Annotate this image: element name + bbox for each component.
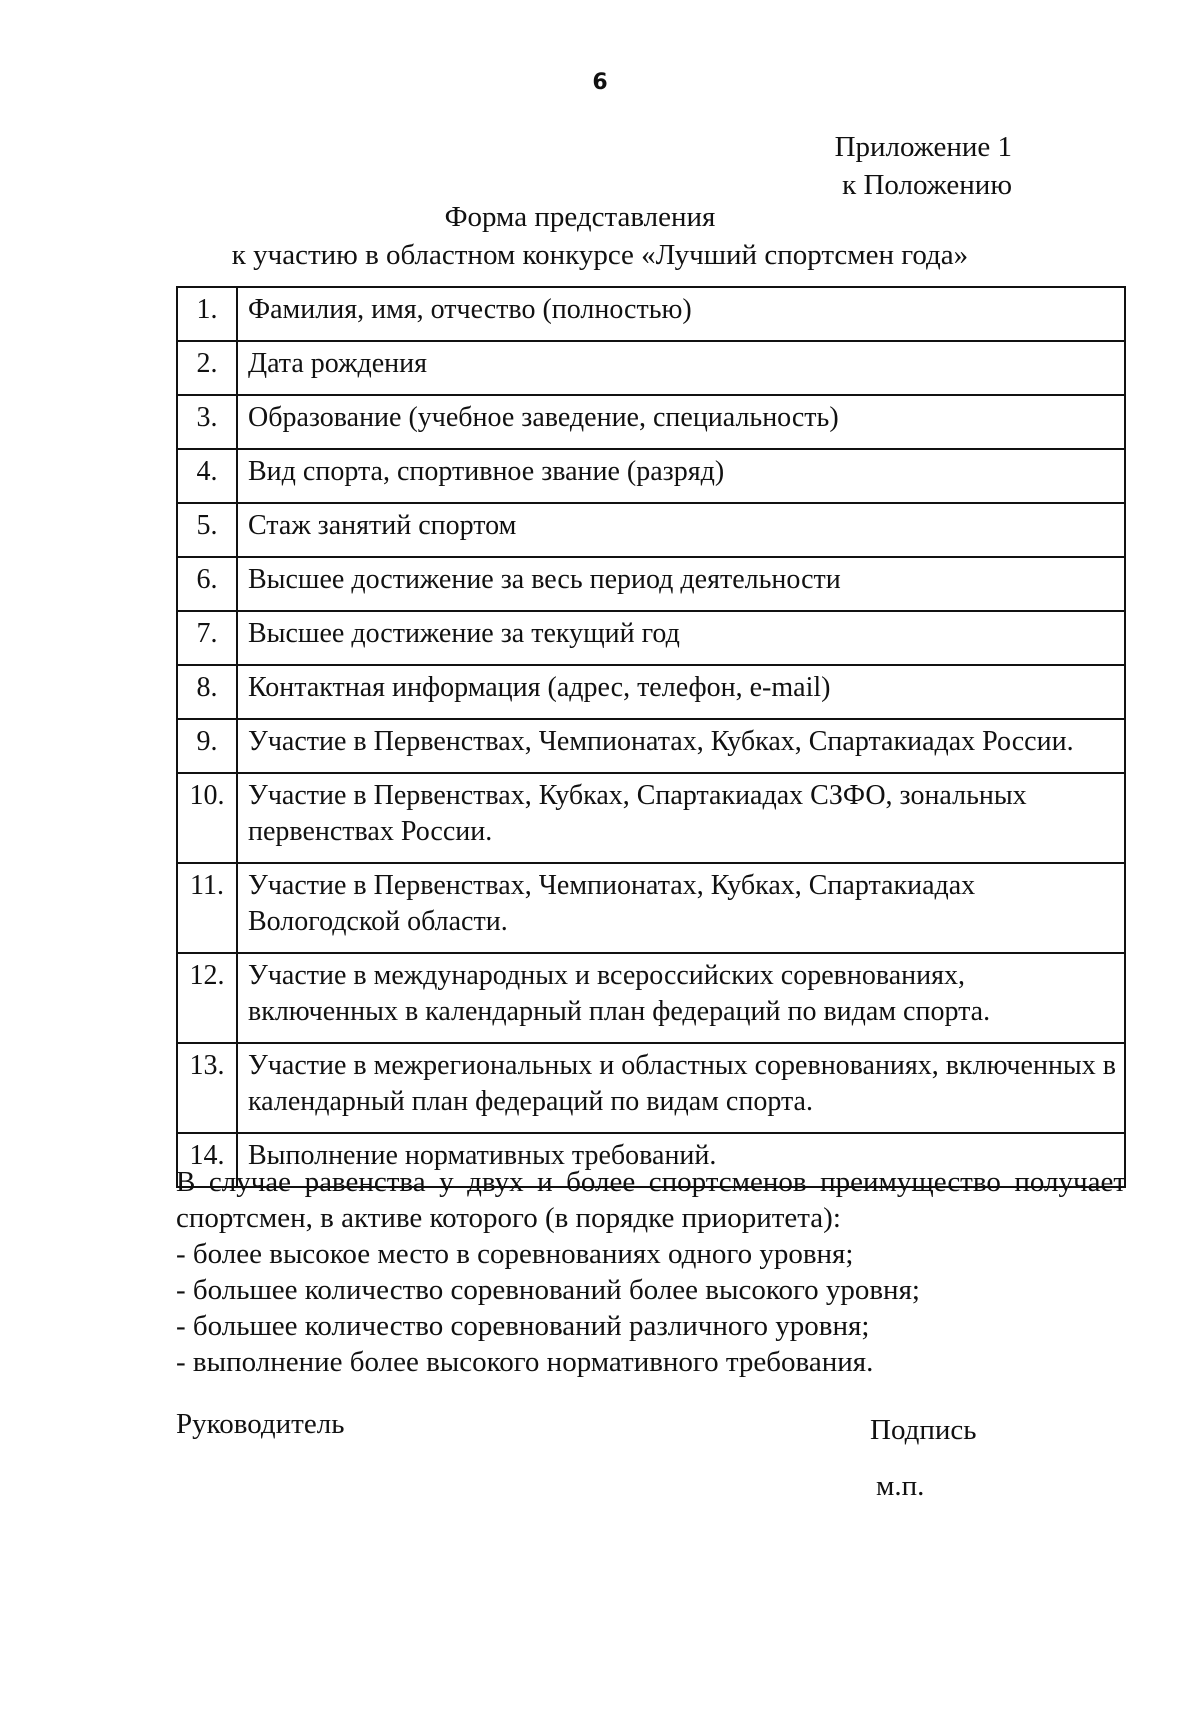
signature-label: Подпись bbox=[870, 1414, 977, 1446]
table-row bbox=[177, 449, 1125, 503]
tie-break-item: - большее количество соревнований более высокого уровня; bbox=[176, 1274, 920, 1306]
row-number: 1. bbox=[177, 287, 237, 341]
table-row bbox=[177, 719, 1125, 773]
row-label: Стаж занятий спортом bbox=[248, 510, 517, 541]
row-label: Дата рождения bbox=[248, 348, 427, 379]
appendix-line-2: к Положению bbox=[842, 169, 1012, 201]
row-label: Участие в Первенствах, Чемпионатах, Кубках, Спартакиадах России. bbox=[248, 726, 1074, 757]
table-row bbox=[177, 863, 1125, 953]
form-title bbox=[0, 198, 1200, 274]
head-label: Руководитель bbox=[176, 1408, 345, 1440]
tie-break-item: - выполнение более высокого нормативного требования. bbox=[176, 1346, 874, 1378]
row-field bbox=[237, 287, 1125, 341]
page-number: 6 bbox=[592, 70, 608, 95]
row-label: Высшее достижение за весь период деятельности bbox=[248, 564, 841, 595]
row-field bbox=[237, 719, 1125, 773]
tie-break-note bbox=[176, 1164, 1126, 1380]
row-label: Участие в Первенствах, Кубках, Спартакиадах СЗФО, зональных первенствах России. bbox=[248, 780, 1027, 847]
row-field bbox=[237, 665, 1125, 719]
row-number: 11. bbox=[177, 863, 237, 953]
row-label: Высшее достижение за текущий год bbox=[248, 618, 680, 649]
table-row bbox=[177, 341, 1125, 395]
submission-form-table bbox=[176, 286, 1126, 1188]
row-number: 6. bbox=[177, 557, 237, 611]
row-label: Участие в Первенствах, Чемпионатах, Кубках, Спартакиадах Вологодской области. bbox=[248, 870, 976, 937]
table-row bbox=[177, 287, 1125, 341]
appendix-label bbox=[835, 128, 1012, 204]
form-title-line-1: Форма представления bbox=[444, 201, 716, 233]
row-field bbox=[237, 863, 1125, 953]
table-row bbox=[177, 1043, 1125, 1133]
row-field bbox=[237, 773, 1125, 863]
row-label: Контактная информация (адрес, телефон, e-mail) bbox=[248, 672, 831, 703]
row-field bbox=[237, 953, 1125, 1043]
row-label: Выполнение нормативных требований. bbox=[248, 1140, 717, 1171]
row-label: Образование (учебное заведение, специальность) bbox=[248, 402, 839, 433]
row-number: 12. bbox=[177, 953, 237, 1043]
row-field bbox=[237, 341, 1125, 395]
table-row bbox=[177, 503, 1125, 557]
row-number: 9. bbox=[177, 719, 237, 773]
row-number: 3. bbox=[177, 395, 237, 449]
table-row bbox=[177, 773, 1125, 863]
table-row bbox=[177, 557, 1125, 611]
form-title-line-2: к участию в областном конкурсе «Лучший спортсмен года» bbox=[231, 239, 969, 271]
table-row bbox=[177, 395, 1125, 449]
row-label: Участие в межрегиональных и областных соревнованиях, включенных в календарный план федераций по видам спорта. bbox=[248, 1050, 1116, 1117]
row-number: 7. bbox=[177, 611, 237, 665]
row-number: 13. bbox=[177, 1043, 237, 1133]
stamp-label: м.п. bbox=[876, 1470, 925, 1502]
tie-break-item: - большее количество соревнований различного уровня; bbox=[176, 1310, 870, 1342]
row-number: 2. bbox=[177, 341, 237, 395]
table-row bbox=[177, 611, 1125, 665]
appendix-line-1: Приложение 1 bbox=[834, 131, 1012, 163]
table-row bbox=[177, 953, 1125, 1043]
row-number: 4. bbox=[177, 449, 237, 503]
row-field bbox=[237, 449, 1125, 503]
row-label: Фамилия, имя, отчество (полностью) bbox=[248, 294, 692, 325]
row-label: Вид спорта, спортивное звание (разряд) bbox=[248, 456, 725, 487]
tie-break-item: - более высокое место в соревнованиях одного уровня; bbox=[176, 1238, 854, 1270]
row-number: 14. bbox=[177, 1133, 237, 1187]
row-number: 10. bbox=[177, 773, 237, 863]
tie-break-intro: В случае равенства у двух и более спортсменов преимущество получает спортсмен, в активе которого (в порядке приоритета): bbox=[176, 1166, 1126, 1234]
row-field bbox=[237, 395, 1125, 449]
table-row bbox=[177, 665, 1125, 719]
row-number: 8. bbox=[177, 665, 237, 719]
row-label: Участие в международных и всероссийских соревнованиях, включенных в календарный план федераций по видам спорта. bbox=[248, 960, 991, 1027]
row-field bbox=[237, 1043, 1125, 1133]
row-field bbox=[237, 503, 1125, 557]
row-number: 5. bbox=[177, 503, 237, 557]
row-field bbox=[237, 557, 1125, 611]
row-field bbox=[237, 611, 1125, 665]
